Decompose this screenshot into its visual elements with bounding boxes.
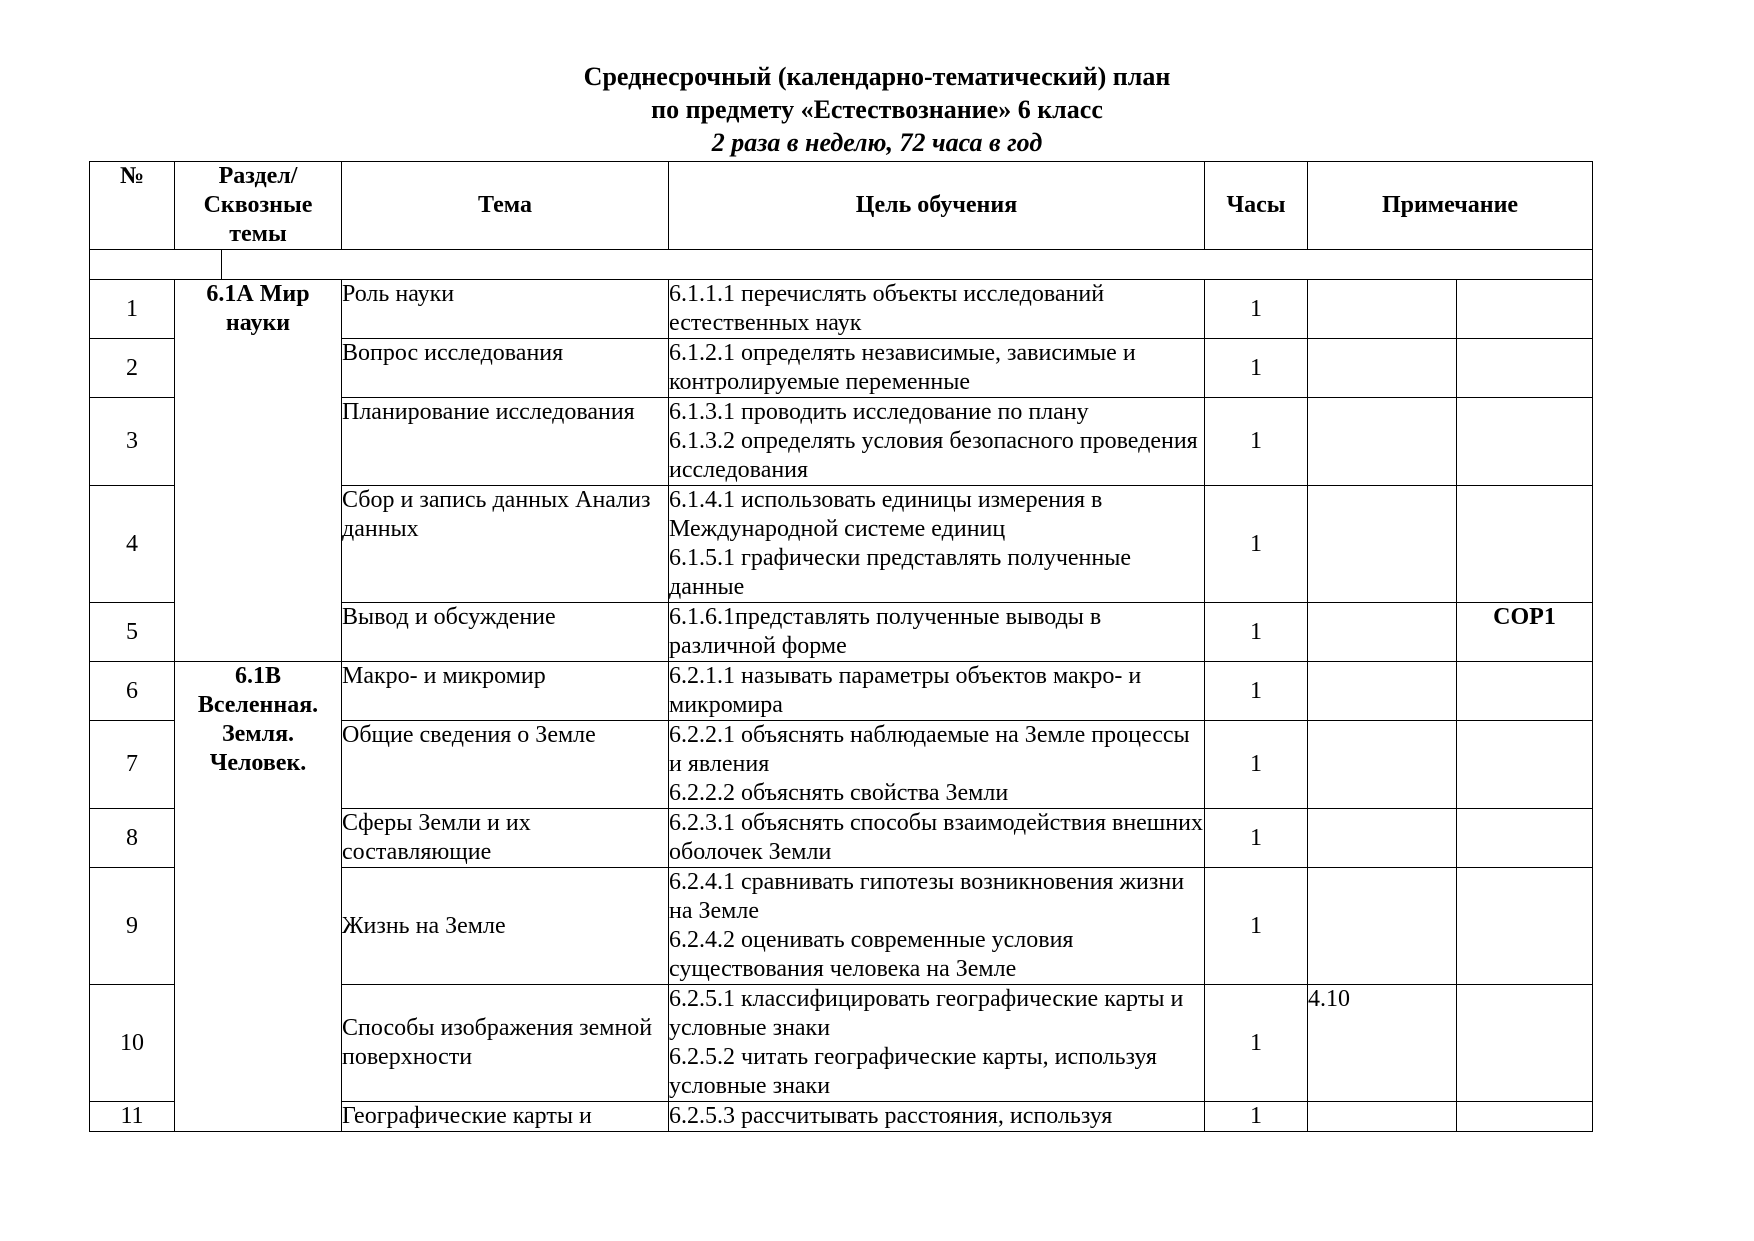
row-topic: Способы изображения земной поверхности [342, 985, 669, 1102]
goal-item: 6.1.6.1представлять полученные выводы в различной форме [669, 604, 1102, 659]
row-note-assessment: СОР1 [1457, 603, 1593, 662]
row-hours: 1 [1205, 868, 1308, 985]
row-hours: 1 [1205, 398, 1308, 486]
goal-item: 6.1.4.1 использовать единицы измерения в Международной системе единиц [669, 487, 1103, 542]
header-section: Раздел/ Сквозные темы [175, 162, 342, 250]
spacer-row [90, 250, 1593, 280]
row-note-assessment [1457, 339, 1593, 398]
row-note-assessment [1457, 486, 1593, 603]
row-topic: Макро- и микромир [342, 662, 669, 721]
goal-item: 6.2.2.2 объяснять свойства Земли [669, 780, 1009, 806]
row-goal [669, 603, 1205, 662]
row-number: 7 [90, 721, 175, 809]
row-topic: Географические карты и [342, 1102, 669, 1132]
row-hours: 1 [1205, 603, 1308, 662]
goal-item: 6.1.5.1 графически представлять полученные данные [669, 545, 1131, 600]
table-row [90, 280, 1593, 339]
row-hours: 1 [1205, 280, 1308, 339]
row-number: 9 [90, 868, 175, 985]
goal-item: 6.1.2.1 определять независимые, зависимые и контролируемые переменные [669, 340, 1136, 395]
row-hours: 1 [1205, 721, 1308, 809]
row-topic: Вопрос исследования [342, 339, 669, 398]
header-hours: Часы [1205, 162, 1308, 250]
row-note-date [1308, 339, 1457, 398]
title-line-2: по предмету «Естествознание» 6 класс [651, 95, 1103, 124]
row-goal [669, 1102, 1205, 1132]
goal-item: 6.2.5.3 рассчитывать расстояния, используя [669, 1103, 1113, 1129]
header-topic: Тема [342, 162, 669, 250]
row-goal [669, 339, 1205, 398]
row-note-assessment [1457, 662, 1593, 721]
document-heading [0, 60, 1754, 159]
row-number: 2 [90, 339, 175, 398]
goal-item: 6.2.4.1 сравнивать гипотезы возникновения жизни на Земле [669, 869, 1185, 924]
row-goal [669, 868, 1205, 985]
row-note-date [1308, 603, 1457, 662]
row-goal [669, 280, 1205, 339]
row-topic: Сбор и запись данных Анализ данных [342, 486, 669, 603]
row-note-assessment [1457, 985, 1593, 1102]
row-topic: Вывод и обсуждение [342, 603, 669, 662]
goal-item: 6.2.4.2 оценивать современные условия существования человека на Земле [669, 927, 1074, 982]
row-number: 5 [90, 603, 175, 662]
row-note-assessment [1457, 398, 1593, 486]
row-number: 1 [90, 280, 175, 339]
row-goal [669, 486, 1205, 603]
row-topic: Сферы Земли и их составляющие [342, 809, 669, 868]
row-note-assessment [1457, 809, 1593, 868]
header-goal: Цель обучения [669, 162, 1205, 250]
row-goal [669, 721, 1205, 809]
row-number: 4 [90, 486, 175, 603]
title-line-3: 2 раза в неделю, 72 часа в год [711, 128, 1043, 157]
row-note-assessment [1457, 1102, 1593, 1132]
goal-item: 6.2.5.1 классифицировать географические карты и условные знаки [669, 986, 1184, 1041]
row-note-date [1308, 280, 1457, 339]
row-hours: 1 [1205, 486, 1308, 603]
header-row [90, 162, 1593, 250]
title-line-1: Среднесрочный (календарно-тематический) план [583, 62, 1171, 91]
section-universe-earth-human: 6.1В Вселенная. Земля. Человек. [175, 662, 342, 1132]
row-note-date [1308, 398, 1457, 486]
row-number: 3 [90, 398, 175, 486]
header-num: № [90, 162, 175, 250]
row-note-assessment [1457, 280, 1593, 339]
goal-item: 6.2.1.1 называть параметры объектов макро- и микромира [669, 663, 1142, 718]
row-note-date [1308, 662, 1457, 721]
row-hours: 1 [1205, 662, 1308, 721]
goal-item: 6.2.3.1 объяснять способы взаимодействия внешних оболочек Земли [669, 810, 1203, 865]
row-note-date [1308, 809, 1457, 868]
goal-item: 6.2.2.1 объяснять наблюдаемые на Земле процессы и явления [669, 722, 1190, 777]
row-goal [669, 662, 1205, 721]
row-note-date [1308, 721, 1457, 809]
section-world-of-science: 6.1А Мир науки [175, 280, 342, 662]
row-goal [669, 985, 1205, 1102]
row-topic: Роль науки [342, 280, 669, 339]
table-row [90, 662, 1593, 721]
row-hours: 1 [1205, 339, 1308, 398]
row-note-date [1308, 486, 1457, 603]
row-number: 6 [90, 662, 175, 721]
goal-item: 6.1.3.1 проводить исследование по плану [669, 399, 1089, 425]
row-topic: Жизнь на Земле [342, 868, 669, 985]
header-note: Примечание [1308, 162, 1593, 250]
row-note-date [1308, 868, 1457, 985]
row-goal [669, 398, 1205, 486]
row-note-assessment [1457, 868, 1593, 985]
row-hours: 1 [1205, 809, 1308, 868]
row-topic: Планирование исследования [342, 398, 669, 486]
goal-item: 6.2.5.2 читать географические карты, используя условные знаки [669, 1044, 1157, 1099]
plan-table [89, 161, 1593, 1132]
row-hours: 1 [1205, 1102, 1308, 1132]
row-topic: Общие сведения о Земле [342, 721, 669, 809]
row-note-assessment [1457, 721, 1593, 809]
plan-body [90, 280, 1593, 1132]
spacer-cell-right [342, 250, 1593, 280]
row-hours: 1 [1205, 985, 1308, 1102]
row-note-date [1308, 1102, 1457, 1132]
row-number: 8 [90, 809, 175, 868]
goal-item: 6.1.1.1 перечислять объекты исследований естественных наук [669, 281, 1105, 336]
spacer-cell-left [90, 250, 342, 280]
row-goal [669, 809, 1205, 868]
row-number: 11 [90, 1102, 175, 1132]
goal-item: 6.1.3.2 определять условия безопасного проведения исследования [669, 428, 1198, 483]
row-note-date: 4.10 [1308, 985, 1457, 1102]
row-number: 10 [90, 985, 175, 1102]
